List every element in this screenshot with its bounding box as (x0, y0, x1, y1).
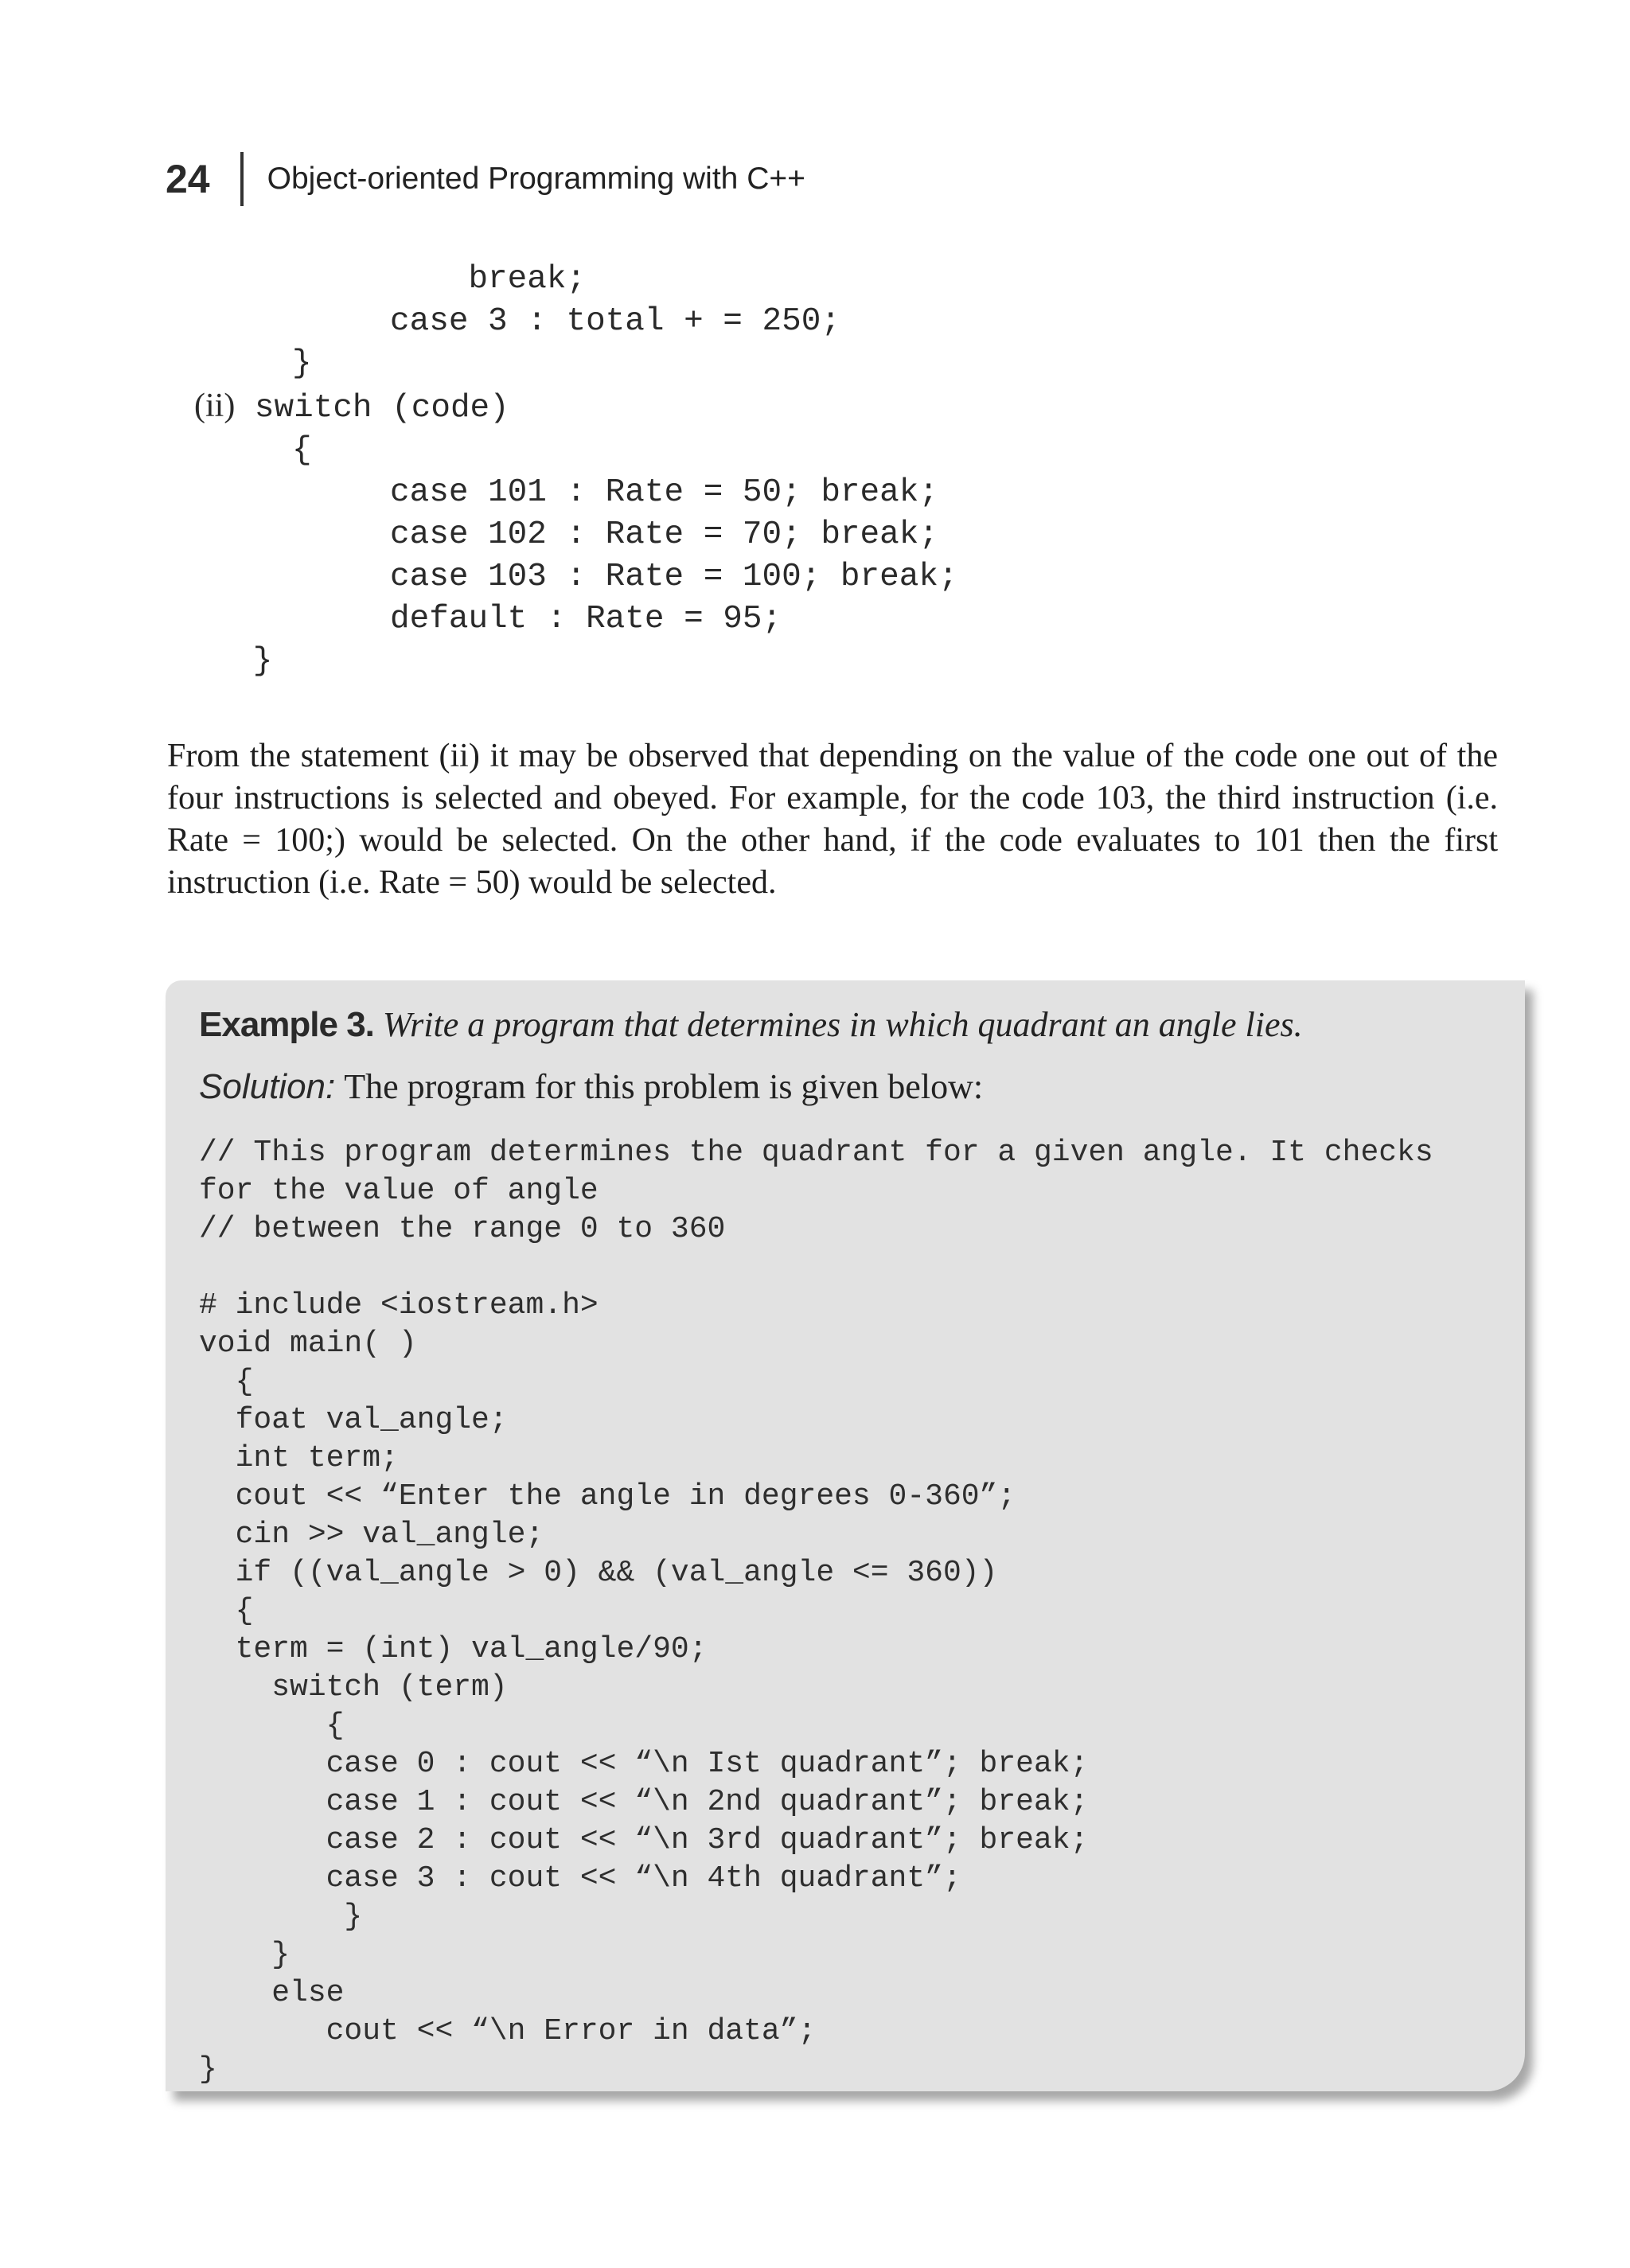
page-header (166, 151, 805, 207)
example-question: Write a program that determines in which quadrant an angle lies. (382, 1005, 1303, 1044)
solution-text: The program for this problem is given below: (344, 1067, 984, 1106)
code-part-i-tail: break; case 3 : total + = 250; } (292, 261, 840, 382)
example-label: Example 3. (199, 1005, 374, 1044)
solution-label: Solution: (199, 1067, 336, 1106)
code-part-ii: switch (code) { case 101 : Rate = 50; break; case 102 : Rate = 70; break; case 103 : Rate = 100; break; default : Rate = 95; } (252, 390, 958, 680)
page-number: 24 (166, 157, 210, 201)
example-heading (199, 1004, 1303, 1045)
example-program-code: // This program determines the quadrant for a given angle. It checks for the value of angle // between the range 0 to 360 # include <iostream.h> void main( ) { foat val_angle; int term; cout << “Enter the angle in degrees 0-360”; cin >> val_angle; if ((val_angle > 0) && (val_angle <= 360)) { term = (int) val_angle/90; switch (term) { case 0 : cout << “\n Ist quadrant”; break; case 1 : cout << “\n 2nd quadrant”; break; case 2 : cout << “\n 3rd quadrant”; break; case 3 : cout << “\n 4th quadrant”; } } else cout << “\n Error in data”; } (199, 1136, 1433, 2087)
solution-line (199, 1066, 983, 1107)
header-divider (240, 152, 244, 206)
book-title: Object-oriented Programming with C++ (267, 162, 805, 196)
explanation-paragraph: From the statement (ii) it may be observed that depending on the value of the code one out of the four instructions is selected and obeyed. For example, for the code 103, the third instruction (i.e. Rate = 100;) would be selected. On the other hand, if the code evaluates to 101 then the first instruction (i.e. Rate = 50) would be selected. (167, 738, 1498, 901)
part-ii-label: (ii) (194, 388, 236, 424)
code-block-switch-examples (194, 259, 958, 683)
